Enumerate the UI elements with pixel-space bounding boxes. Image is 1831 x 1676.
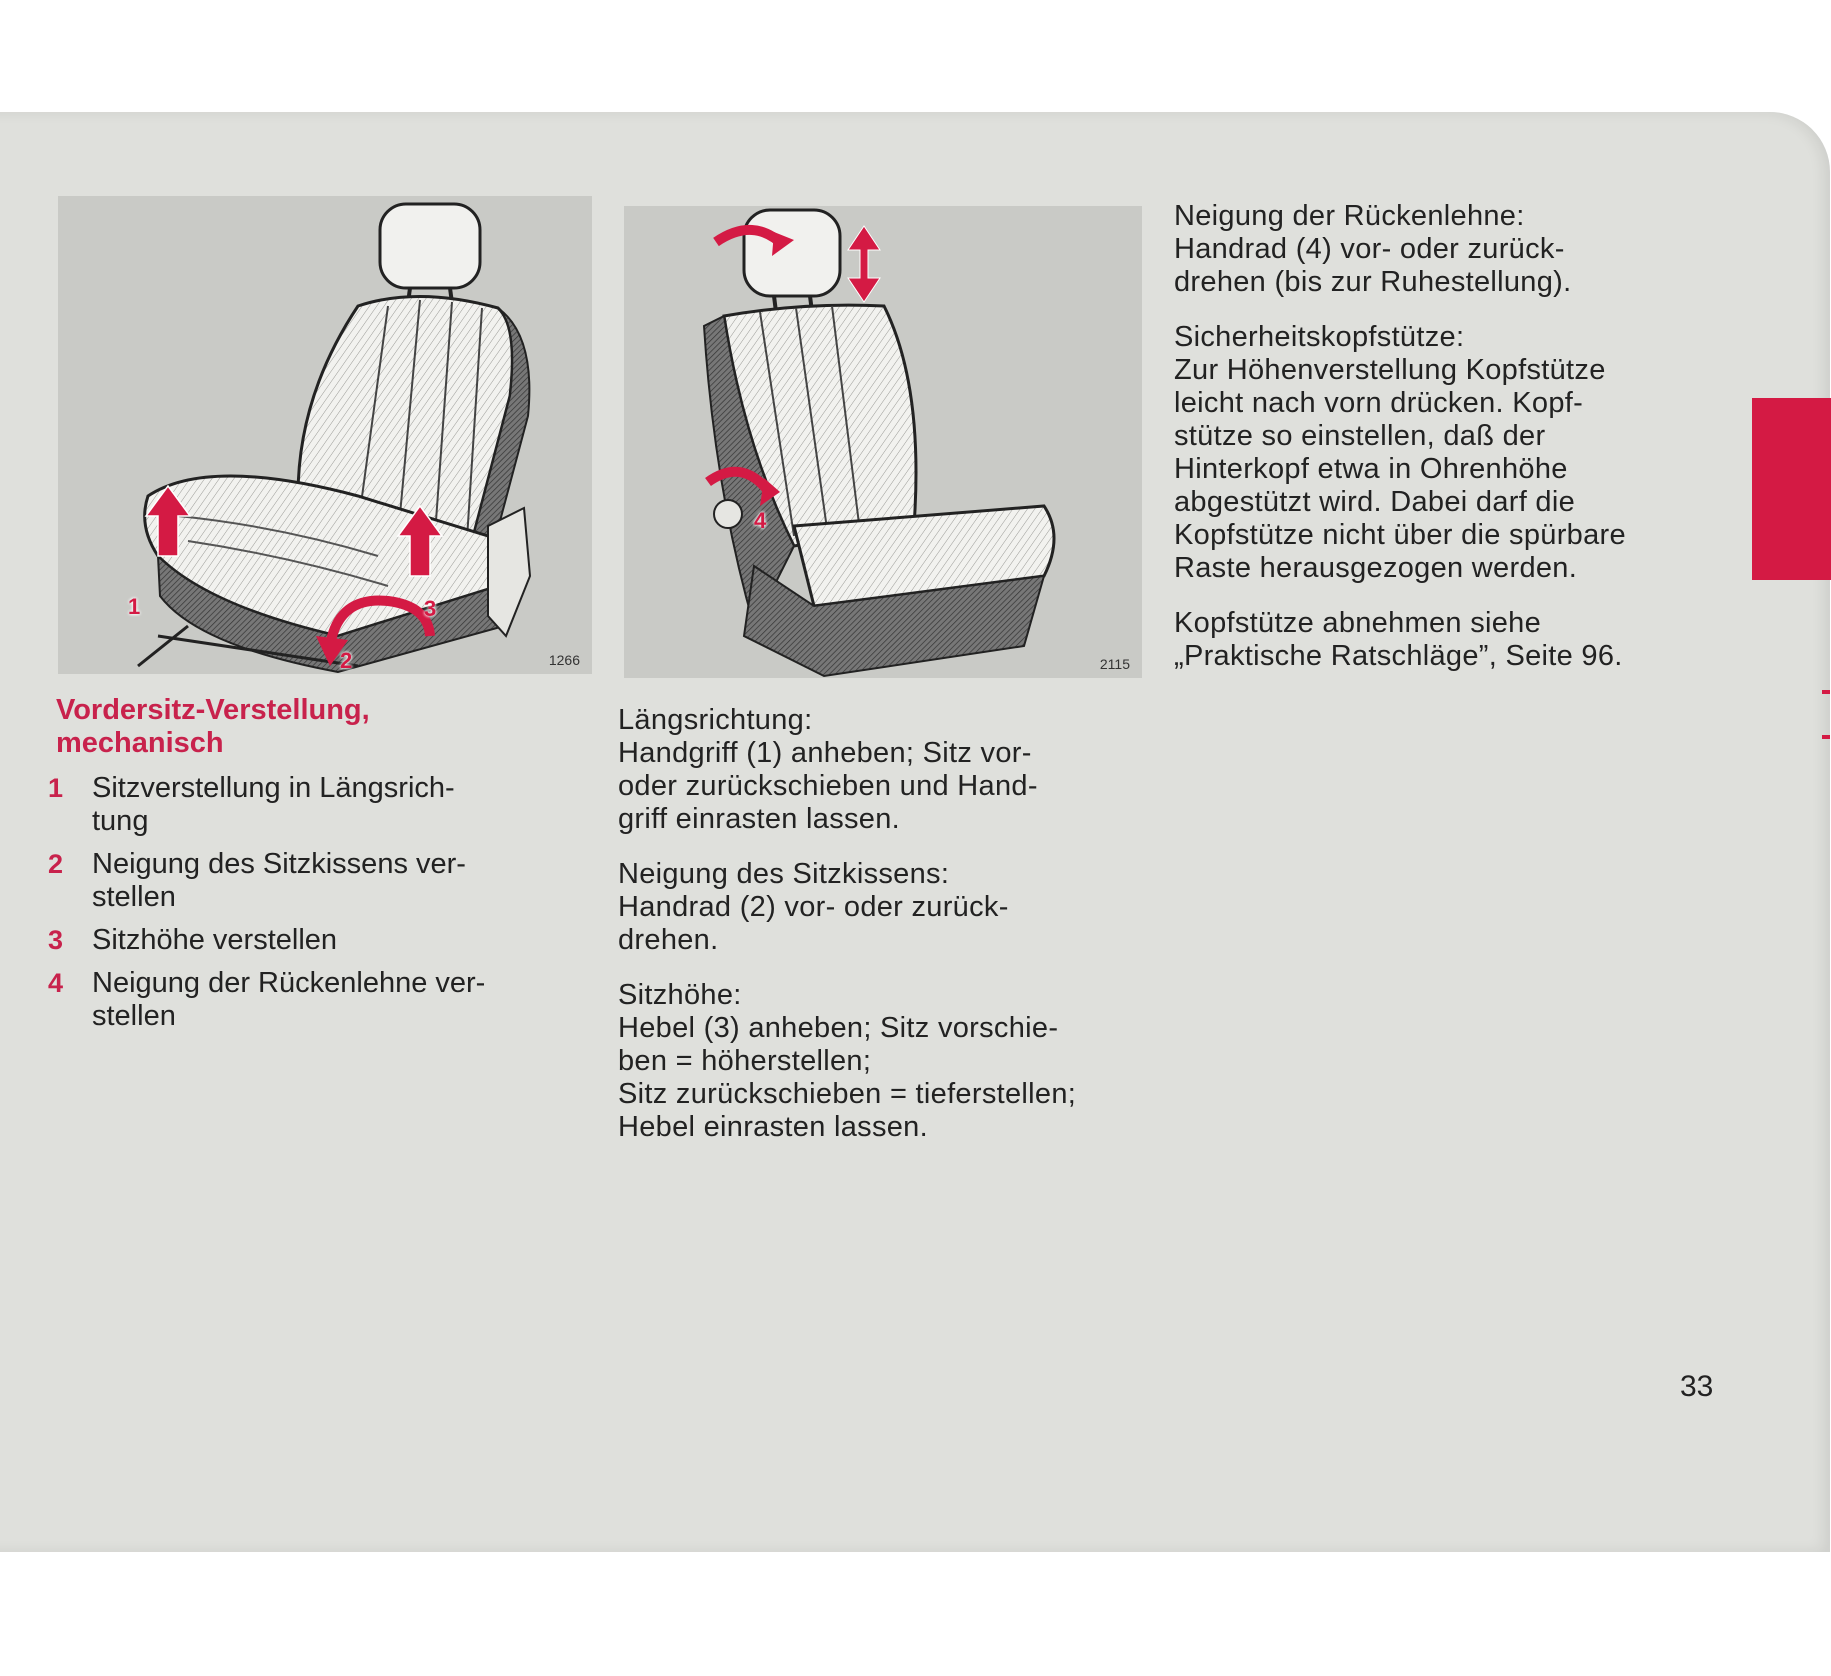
text-line: Hebel (3) anheben; Sitz vorschie- bbox=[618, 1012, 1059, 1044]
list-text: stellen bbox=[92, 1000, 176, 1032]
heading-line: Vordersitz-Verstellung, bbox=[56, 694, 370, 726]
seat-illustration-2 bbox=[624, 206, 1142, 678]
list-number: 4 bbox=[48, 968, 64, 998]
text-line: Raste herausgezogen werden. bbox=[1174, 552, 1578, 584]
list-number: 3 bbox=[48, 925, 64, 955]
text-line: Handrad (4) vor- oder zurück- bbox=[1174, 233, 1565, 265]
paragraph-kopfstuetze bbox=[1174, 321, 1734, 585]
paragraph-abnehmen bbox=[1174, 607, 1734, 673]
paragraph-sitzkissen bbox=[618, 858, 1158, 957]
text-line: griff einrasten lassen. bbox=[618, 803, 901, 835]
seat-illustration-1 bbox=[58, 196, 592, 674]
list-item bbox=[40, 772, 580, 838]
figure-number: 1266 bbox=[548, 652, 580, 668]
figure-number: 2115 bbox=[1099, 656, 1130, 672]
text-line: leicht nach vorn drücken. Kopf- bbox=[1174, 387, 1584, 419]
seat-drawing-side bbox=[624, 206, 1142, 678]
text-line: Kopfstütze nicht über die spürbare bbox=[1174, 519, 1626, 551]
text-line: Sitz zurückschieben = tieferstellen; bbox=[618, 1078, 1077, 1110]
callout-1: 1 bbox=[128, 594, 141, 619]
text-line: Sitzhöhe: bbox=[618, 979, 742, 1011]
section-tab bbox=[1752, 398, 1831, 580]
list-text: Neigung der Rückenlehne ver- bbox=[92, 967, 486, 999]
text-line: Handgriff (1) anheben; Sitz vor- bbox=[618, 737, 1032, 769]
text-line: Zur Höhenverstellung Kopfstütze bbox=[1174, 354, 1606, 386]
paragraph-laengsrichtung bbox=[618, 704, 1158, 836]
text-line: „Praktische Ratschläge”, Seite 96. bbox=[1174, 640, 1623, 672]
text-line: Hebel einrasten lassen. bbox=[618, 1111, 928, 1143]
text-line: ben = höherstellen; bbox=[618, 1045, 872, 1077]
adjustment-list bbox=[40, 772, 580, 1043]
text-line: drehen. bbox=[618, 924, 719, 956]
text-line: stütze so einstellen, daß der bbox=[1174, 420, 1546, 452]
callout-4: 4 bbox=[754, 508, 767, 533]
heading-line: mechanisch bbox=[56, 727, 224, 759]
list-text: tung bbox=[92, 805, 149, 837]
list-item bbox=[40, 848, 580, 914]
text-line: drehen (bis zur Ruhestellung). bbox=[1174, 266, 1572, 298]
text-line: Handrad (2) vor- oder zurück- bbox=[618, 891, 1009, 923]
edge-mark bbox=[1822, 735, 1830, 739]
list-text: Sitzverstellung in Längsrich- bbox=[92, 772, 455, 804]
list-number: 1 bbox=[48, 773, 64, 803]
callout-2: 2 bbox=[340, 648, 353, 673]
list-text: stellen bbox=[92, 881, 176, 913]
list-number: 2 bbox=[48, 849, 64, 879]
paragraph-rueckenlehne bbox=[1174, 200, 1734, 299]
text-line: Kopfstütze abnehmen siehe bbox=[1174, 607, 1542, 639]
text-line: Hinterkopf etwa in Ohrenhöhe bbox=[1174, 453, 1568, 485]
text-line: abgestützt wird. Dabei darf die bbox=[1174, 486, 1576, 518]
middle-column bbox=[618, 704, 1158, 1166]
paragraph-sitzhoehe bbox=[618, 979, 1158, 1144]
right-column bbox=[1174, 200, 1734, 695]
text-line: Neigung der Rückenlehne: bbox=[1174, 200, 1525, 232]
list-text: Sitzhöhe verstellen bbox=[92, 924, 338, 956]
text-line: Sicherheitskopfstütze: bbox=[1174, 321, 1465, 353]
text-line: Neigung des Sitzkissens: bbox=[618, 858, 950, 890]
page-number: 33 bbox=[1680, 1370, 1714, 1403]
section-heading bbox=[56, 694, 370, 760]
callout-3: 3 bbox=[424, 596, 437, 621]
edge-mark bbox=[1822, 690, 1830, 694]
list-item bbox=[40, 924, 580, 957]
text-line: Längsrichtung: bbox=[618, 704, 813, 736]
text-line: oder zurückschieben und Hand- bbox=[618, 770, 1038, 802]
list-item bbox=[40, 967, 580, 1033]
list-text: Neigung des Sitzkissens ver- bbox=[92, 848, 466, 880]
